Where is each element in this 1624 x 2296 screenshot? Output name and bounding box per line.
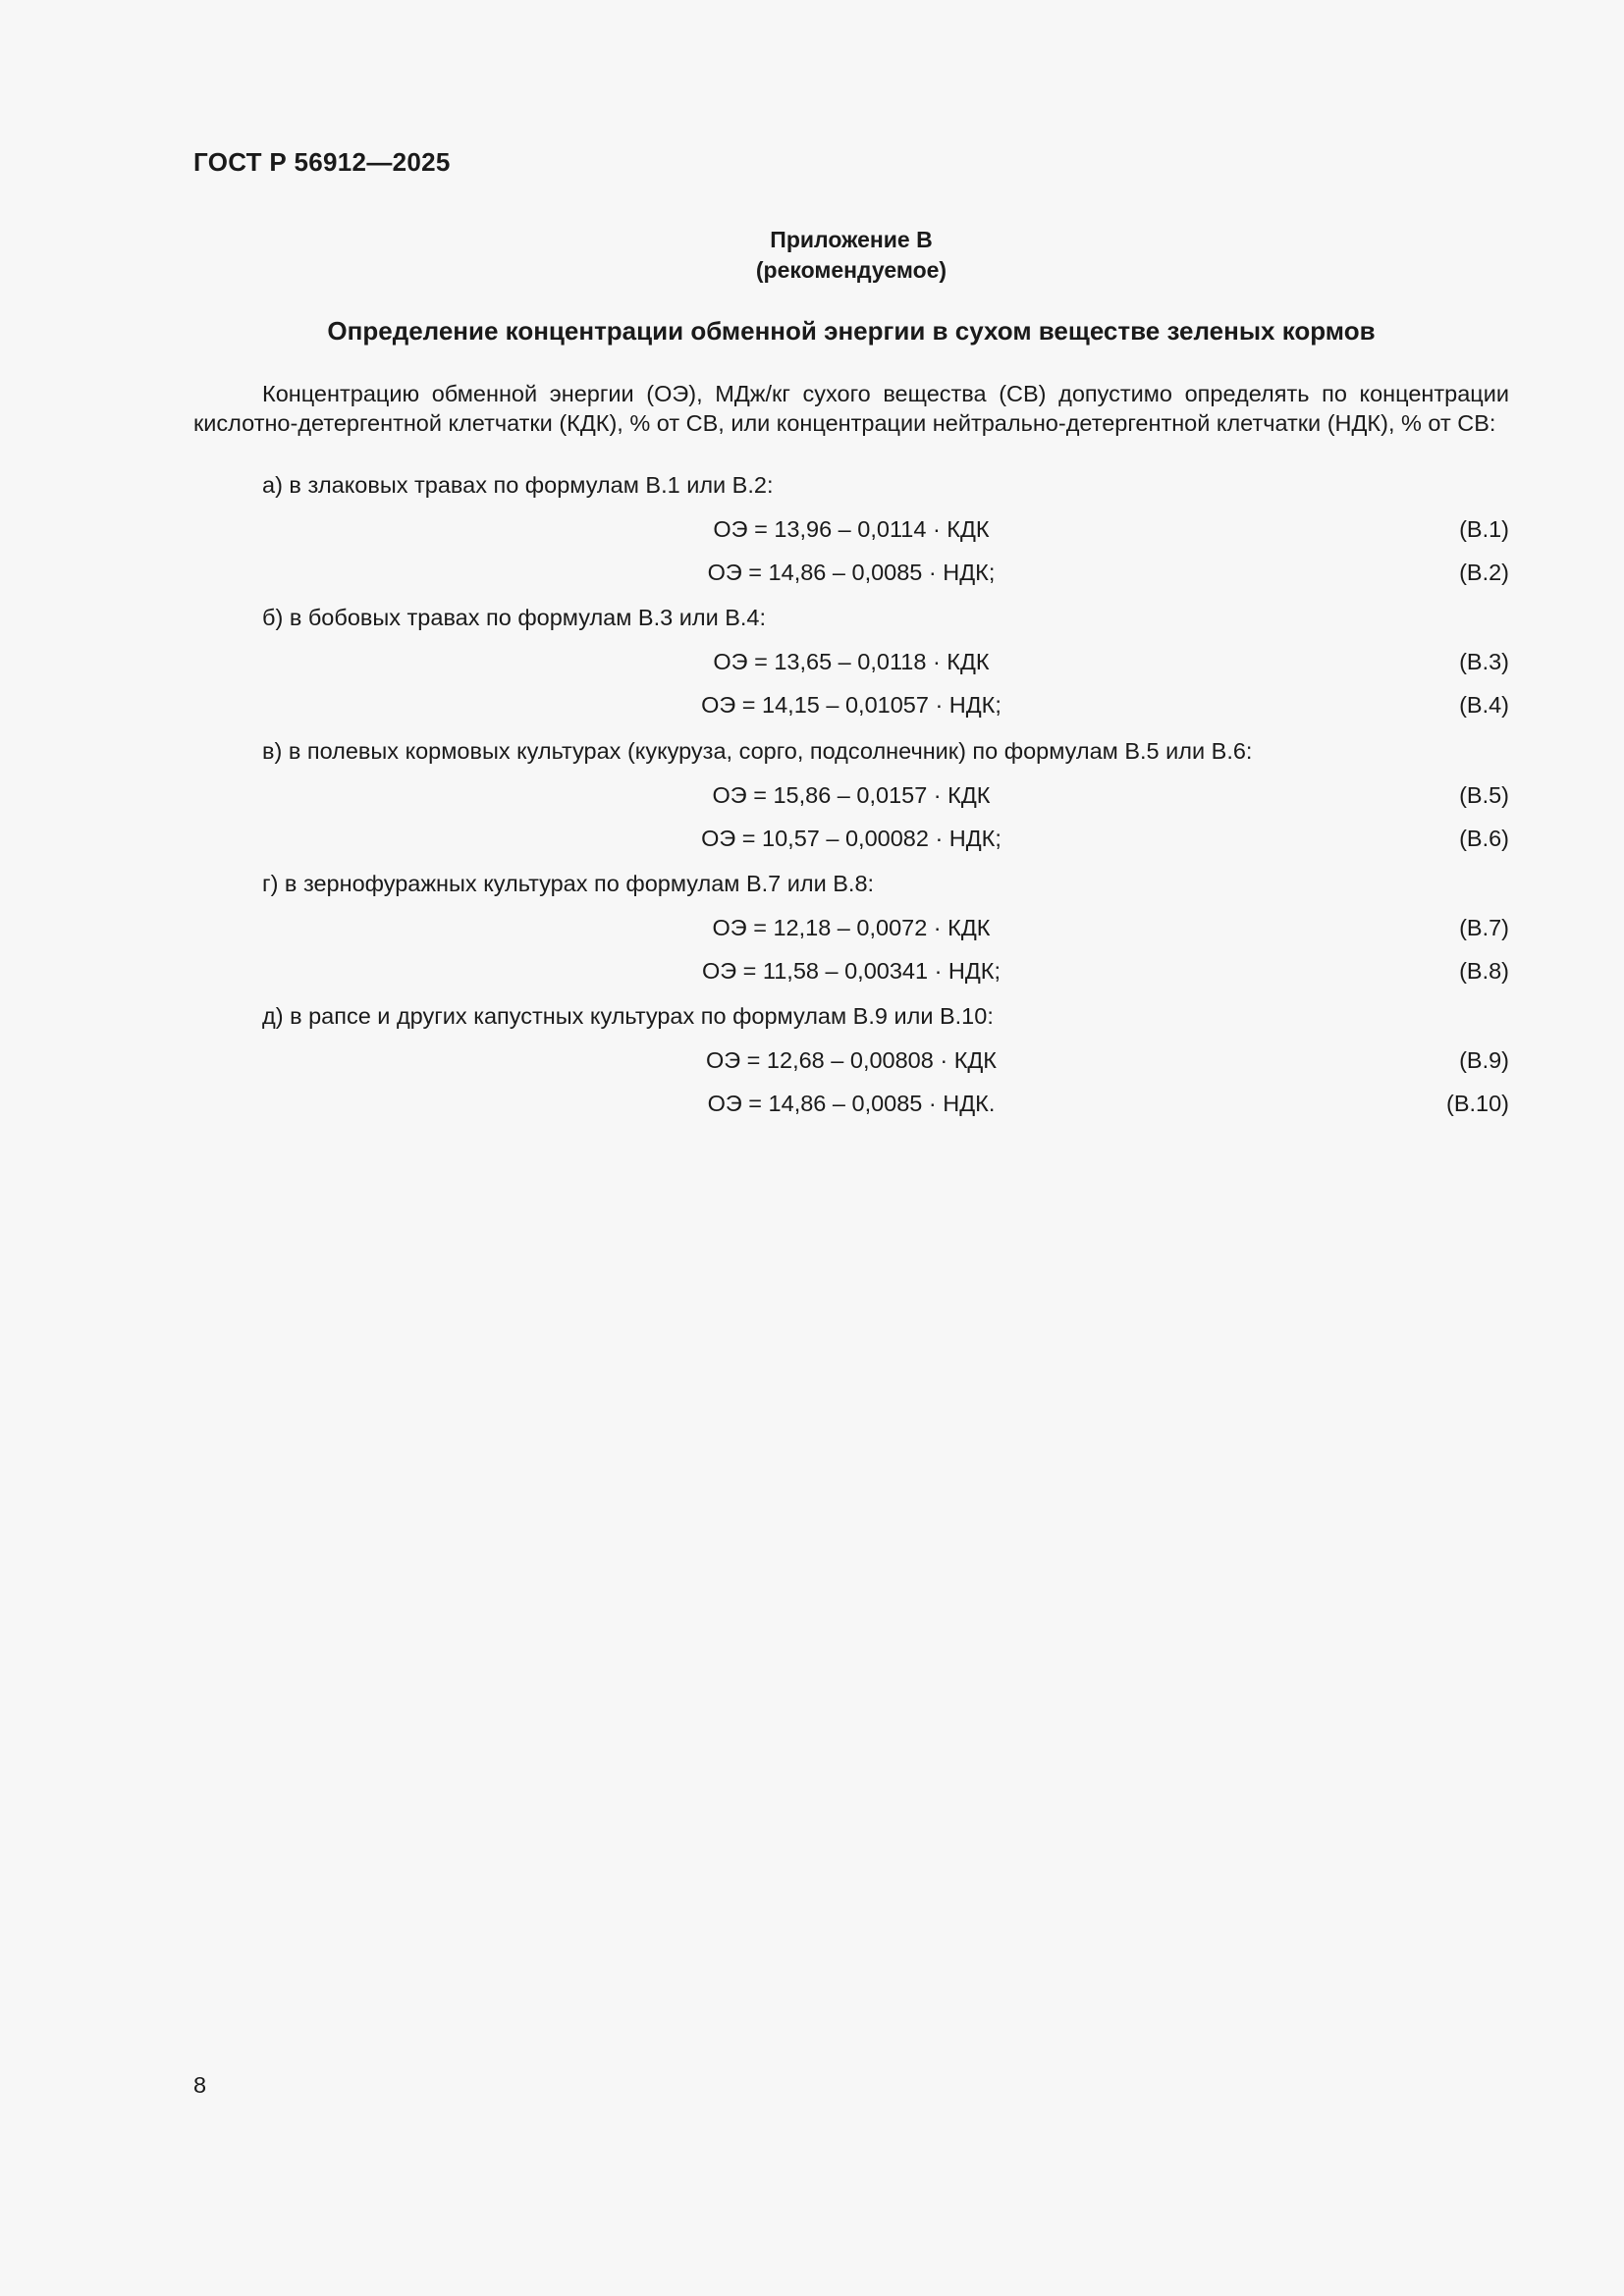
standard-code: ГОСТ Р 56912—2025 [193, 147, 451, 177]
formula-expression: ОЭ = 15,86 – 0,0157 · КДК [712, 782, 991, 808]
formula-b6 [193, 824, 1509, 853]
intro-paragraph: Концентрацию обменной энергии (ОЭ), МДж/кг сухого вещества (СВ) допустимо определять по концентрации кислотно-детергентной клетчатки (КДК), % от СВ, или концентрации нейтрально-детергентной клетчатки (НДК), % от СВ: [193, 381, 1509, 436]
formula-number: (В.7) [1459, 915, 1509, 940]
list-item-a: а) в злаковых травах по формулам В.1 или В.2: [262, 472, 774, 498]
formula-expression: ОЭ = 14,86 – 0,0085 · НДК; [707, 560, 996, 585]
page-number: 8 [193, 2072, 207, 2098]
annex-name: Приложение В [770, 227, 933, 252]
formula-b4 [193, 690, 1509, 720]
formula-b7 [193, 913, 1509, 942]
formula-expression: ОЭ = 13,65 – 0,0118 · КДК [713, 649, 990, 674]
formula-b10 [193, 1089, 1509, 1118]
list-item-g: г) в зернофуражных культурах по формулам В.7 или В.8: [262, 871, 875, 896]
formula-expression: ОЭ = 13,96 – 0,0114 · КДК [713, 516, 990, 542]
list-item-v: в) в полевых кормовых культурах (кукуруза, сорго, подсолнечник) по формулам В.5 или В.6: [262, 738, 1253, 764]
formula-number: (В.8) [1459, 958, 1509, 984]
formula-number: (В.5) [1459, 782, 1509, 808]
formula-b9 [193, 1045, 1509, 1075]
formula-b2 [193, 558, 1509, 587]
formula-number: (В.1) [1459, 516, 1509, 542]
formula-expression: ОЭ = 12,18 – 0,0072 · КДК [712, 915, 991, 940]
formula-expression: ОЭ = 11,58 – 0,00341 · НДК; [701, 958, 1001, 984]
formula-number: (В.2) [1459, 560, 1509, 585]
annex-status: (рекомендуемое) [755, 257, 947, 283]
list-item-d: д) в рапсе и других капустных культурах по формулам В.9 или В.10: [262, 1003, 994, 1029]
formula-number: (В.4) [1459, 692, 1509, 718]
formula-number: (В.9) [1459, 1047, 1509, 1073]
formula-expression: ОЭ = 14,86 – 0,0085 · НДК. [707, 1091, 996, 1116]
formula-expression: ОЭ = 14,15 – 0,01057 · НДК; [701, 692, 1001, 718]
formula-b1 [193, 514, 1509, 544]
formula-b5 [193, 780, 1509, 810]
formula-expression: ОЭ = 12,68 – 0,00808 · КДК [705, 1047, 997, 1073]
formula-number: (В.10) [1446, 1091, 1509, 1116]
formula-number: (В.3) [1459, 649, 1509, 674]
formula-b8 [193, 956, 1509, 986]
formula-expression: ОЭ = 10,57 – 0,00082 · НДК; [701, 826, 1001, 851]
list-item-b: б) в бобовых травах по формулам В.3 или В.4: [262, 605, 767, 630]
section-title: Определение концентрации обменной энергии в сухом веществе зеленых кормов [327, 316, 1376, 346]
formula-b3 [193, 647, 1509, 676]
formula-number: (В.6) [1459, 826, 1509, 851]
